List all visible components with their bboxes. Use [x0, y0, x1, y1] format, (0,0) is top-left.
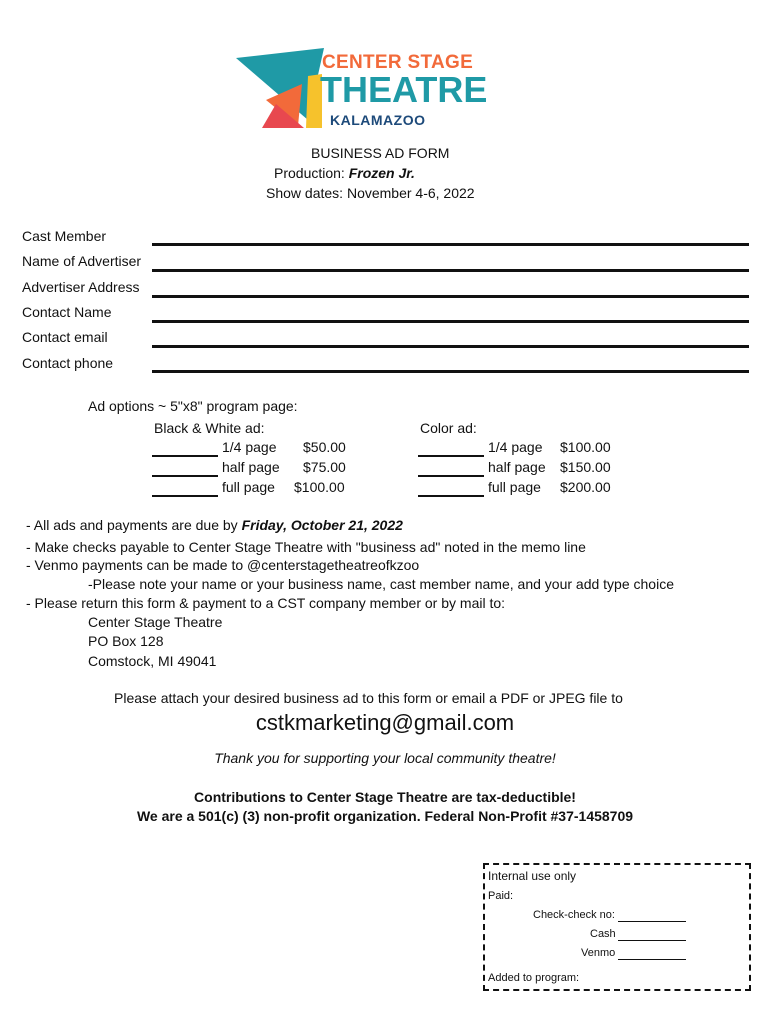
field-advertiser-address-label: Advertiser Address [22, 279, 140, 295]
thank-you-note: Thank you for supporting your local community theatre! [214, 750, 556, 766]
check-number-line[interactable] [618, 921, 686, 922]
color-half-price: $150.00 [560, 459, 611, 475]
field-contact-name-line[interactable] [152, 320, 749, 323]
field-advertiser-name-label: Name of Advertiser [22, 253, 142, 269]
checks-note: - Make checks payable to Center Stage Theatre with "business ad" noted in the memo line [26, 539, 586, 555]
show-dates-row [266, 185, 475, 201]
form-title: BUSINESS AD FORM [311, 145, 450, 161]
venmo-label: Venmo [581, 947, 616, 959]
field-contact-email-line[interactable] [152, 345, 749, 348]
color-full-blank[interactable] [418, 495, 484, 497]
attach-instruction: Please attach your desired business ad to this form or email a PDF or JPEG file to [114, 690, 623, 706]
internal-use-title: Internal use only [488, 869, 577, 883]
logo-line-center-stage: CENTER STAGE [322, 52, 474, 73]
added-to-program-label: Added to program: [488, 972, 580, 984]
production-value: Frozen Jr. [348, 165, 415, 181]
bw-half-blank[interactable] [152, 475, 218, 477]
logo-line-theatre: THEATRE [320, 69, 488, 110]
tax-deductible-note: Contributions to Center Stage Theatre are tax-deductible! [194, 789, 576, 805]
cash-label: Cash [590, 928, 616, 940]
due-prefix: - All ads and payments are due by [26, 517, 242, 533]
marketing-email[interactable]: cstkmarketing@gmail.com [255, 710, 515, 735]
color-half-blank[interactable] [418, 475, 484, 477]
venmo-instruction: -Please note your name or your business name, cast member name, and your add type choice [88, 576, 674, 592]
venmo-note: - Venmo payments can be made to @centerstagetheatreofkzoo [26, 557, 420, 573]
check-number-label: Check-check no: [533, 909, 615, 921]
field-contact-email-label: Contact email [22, 329, 108, 345]
field-contact-phone-label: Contact phone [22, 355, 114, 371]
production-row [274, 165, 415, 181]
bw-quarter-blank[interactable] [152, 455, 218, 457]
color-ad-heading: Color ad: [420, 420, 477, 436]
bw-quarter-price: $50.00 [303, 439, 346, 455]
return-note: - Please return this form & payment to a CST company member or by mail to: [26, 595, 506, 611]
color-quarter-size: 1/4 page [488, 439, 543, 455]
field-cast-member-label: Cast Member [22, 228, 107, 244]
color-full-size: full page [488, 479, 541, 495]
cash-line[interactable] [618, 940, 686, 941]
show-dates-value: November 4-6, 2022 [346, 185, 475, 201]
color-full-price: $200.00 [560, 479, 611, 495]
due-note [26, 517, 403, 533]
bw-full-price: $100.00 [294, 479, 345, 495]
mail-address-line-1: Center Stage Theatre [88, 614, 223, 630]
due-date: Friday, October 21, 2022 [241, 517, 403, 533]
nonprofit-note: We are a 501(c) (3) non-profit organization. Federal Non-Profit #37-1458709 [136, 808, 634, 824]
bw-half-price: $75.00 [303, 459, 346, 475]
theatre-logo [236, 48, 498, 132]
bw-half-size: half page [222, 459, 280, 475]
show-dates-label: Show dates: [266, 185, 344, 201]
field-advertiser-name-line[interactable] [152, 269, 749, 272]
ad-options-heading: Ad options ~ 5"x8" program page: [88, 398, 298, 414]
field-advertiser-address-line[interactable] [152, 295, 749, 298]
mail-address-line-2: PO Box 128 [88, 633, 164, 649]
venmo-line[interactable] [618, 959, 686, 960]
production-label: Production: [274, 165, 345, 181]
field-cast-member-line[interactable] [152, 243, 749, 246]
color-quarter-price: $100.00 [560, 439, 611, 455]
field-contact-phone-line[interactable] [152, 370, 749, 373]
logo-line-kalamazoo: KALAMAZOO [330, 112, 426, 128]
bw-ad-heading: Black & White ad: [154, 420, 265, 436]
mail-address-line-3: Comstock, MI 49041 [88, 653, 217, 669]
paid-label: Paid: [488, 890, 514, 902]
color-half-size: half page [488, 459, 546, 475]
internal-use-box [483, 863, 751, 991]
bw-full-blank[interactable] [152, 495, 218, 497]
bw-quarter-size: 1/4 page [222, 439, 277, 455]
bw-full-size: full page [222, 479, 275, 495]
color-quarter-blank[interactable] [418, 455, 484, 457]
field-contact-name-label: Contact Name [22, 304, 112, 320]
